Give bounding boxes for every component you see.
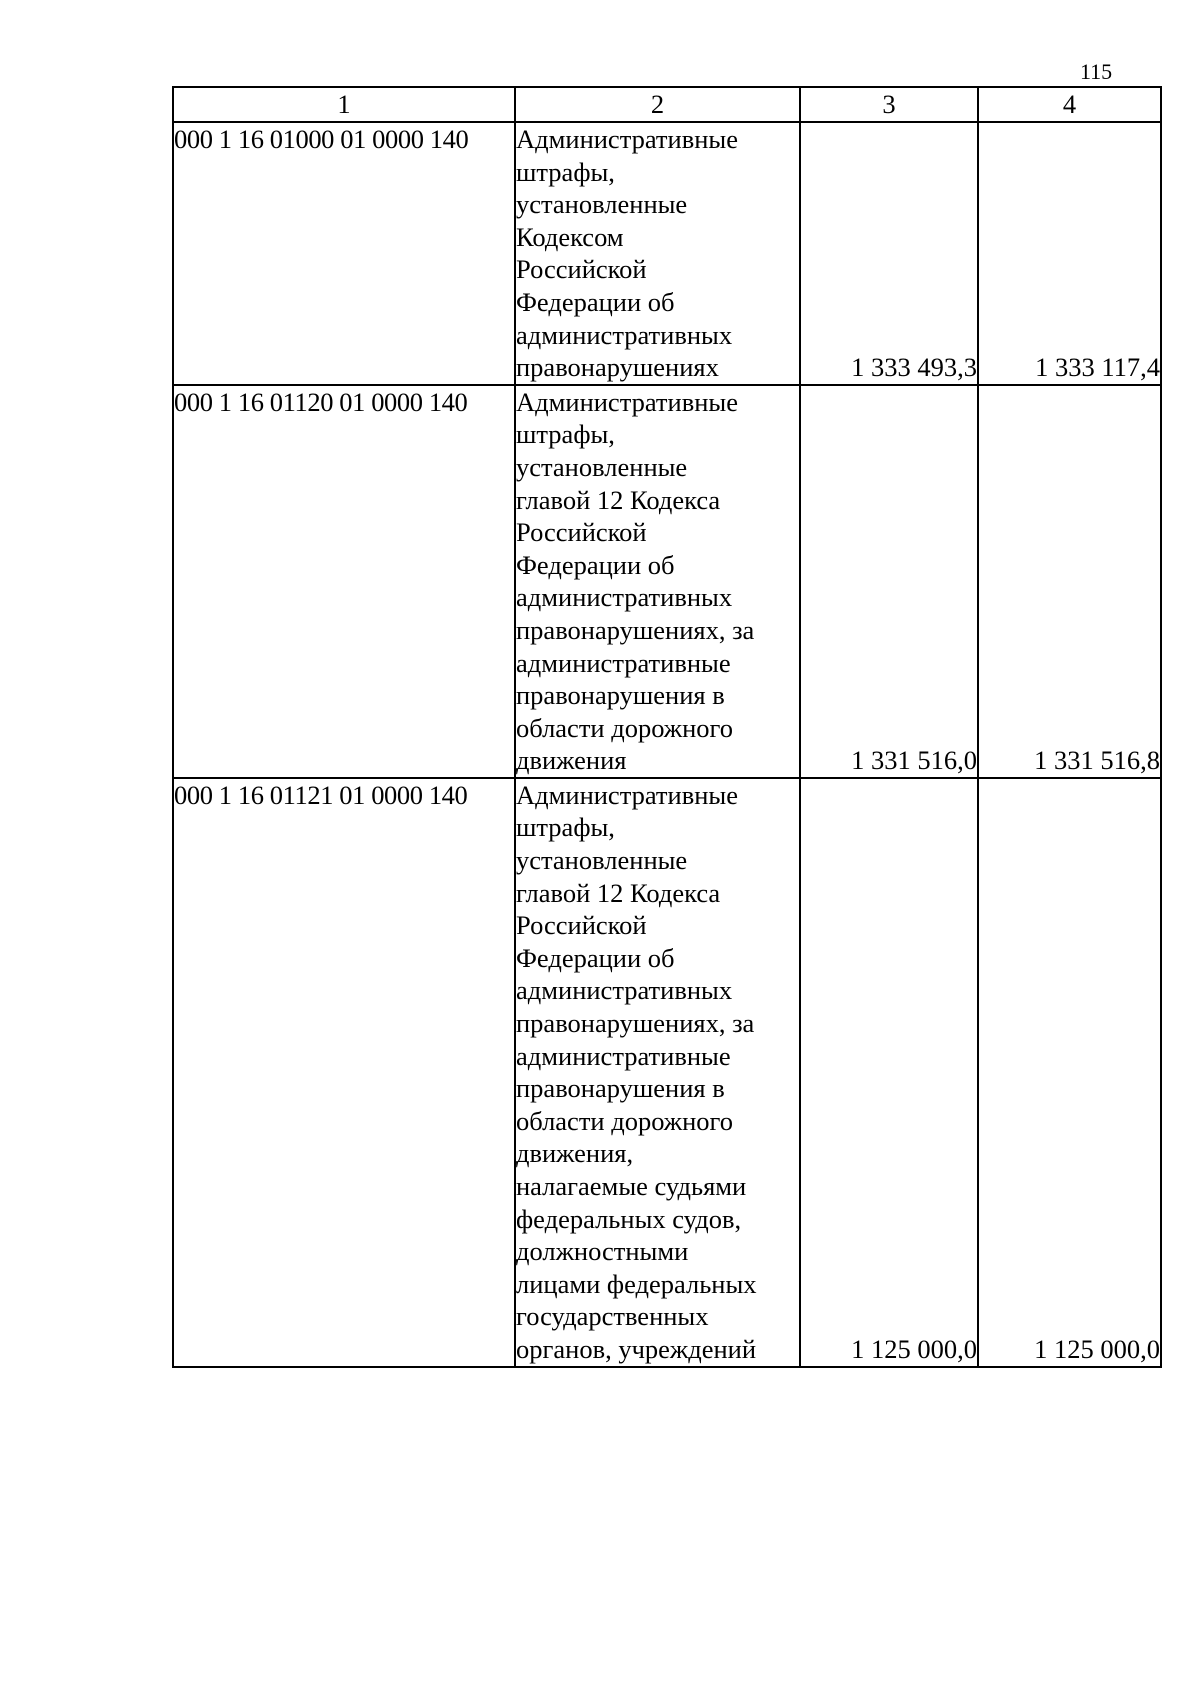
description-line: административные xyxy=(516,647,731,678)
value-col-4-cell: 1 331 516,8 xyxy=(978,385,1161,778)
budget-code-cell: 000 1 16 01000 01 0000 140 xyxy=(173,122,515,385)
description-line: административных xyxy=(516,319,733,350)
header-col-1: 1 xyxy=(173,87,515,122)
value-col-4-cell: 1 125 000,0 xyxy=(978,778,1161,1367)
value-col-3-cell: 1 331 516,0 xyxy=(800,385,978,778)
header-col-3: 3 xyxy=(800,87,978,122)
description-line: Федерации об xyxy=(516,286,675,317)
description-line: административных xyxy=(516,975,733,1006)
description-line: Российской xyxy=(516,254,647,285)
description-line: Российской xyxy=(516,517,647,548)
header-col-2: 2 xyxy=(515,87,800,122)
table-body xyxy=(173,122,1161,1367)
description-line: органов, учреждений xyxy=(516,1333,757,1364)
description-line: главой 12 Кодекса xyxy=(516,484,721,515)
description-line: главой 12 Кодекса xyxy=(516,877,721,908)
description-line: административные xyxy=(516,1040,731,1071)
description-line: Федерации об xyxy=(516,942,675,973)
description-line: области дорожного xyxy=(516,712,733,743)
header-row xyxy=(173,87,1161,122)
description-line: правонарушениях, за xyxy=(516,1008,755,1039)
description-line: движения xyxy=(516,745,627,776)
description-line: Российской xyxy=(516,910,647,941)
description-line: лицами федеральных xyxy=(516,1268,757,1299)
description-line: правонарушениях, за xyxy=(516,614,755,645)
description-line: установленные xyxy=(516,845,688,876)
description-line: государственных xyxy=(516,1301,709,1332)
description-line: федеральных судов, xyxy=(516,1203,742,1234)
table-row xyxy=(173,122,1161,385)
description-cell xyxy=(515,385,800,778)
description-line: правонарушения в xyxy=(516,680,725,711)
description-line: Административные xyxy=(516,124,738,154)
header-col-4: 4 xyxy=(978,87,1161,122)
description-line: административных xyxy=(516,582,733,613)
value-col-4-cell: 1 333 117,4 xyxy=(978,122,1161,385)
description-line: правонарушения в xyxy=(516,1073,725,1104)
description-line: Кодексом xyxy=(516,221,624,252)
description-line: Административные xyxy=(516,386,738,417)
description-line: Административные xyxy=(516,779,738,810)
page-number: 115 xyxy=(1080,59,1113,84)
description-line: установленные xyxy=(516,451,688,482)
description-line: налагаемые судьями xyxy=(516,1171,747,1201)
description-line: штрафы, xyxy=(516,812,615,843)
budget-code-cell: 000 1 16 01120 01 0000 140 xyxy=(173,385,515,778)
description-line: должностными xyxy=(516,1236,689,1267)
description-line: области дорожного xyxy=(516,1105,733,1136)
description-line: установленные xyxy=(516,189,688,220)
table-row xyxy=(173,385,1161,778)
description-cell xyxy=(515,778,800,1367)
table-row xyxy=(173,778,1161,1367)
description-line: штрафы, xyxy=(516,156,615,187)
description-cell xyxy=(515,122,800,385)
description-line: правонарушениях xyxy=(516,352,719,383)
budget-code-cell: 000 1 16 01121 01 0000 140 xyxy=(173,778,515,1367)
value-col-3-cell: 1 333 493,3 xyxy=(800,122,978,385)
value-col-3-cell: 1 125 000,0 xyxy=(800,778,978,1367)
description-line: Федерации об xyxy=(516,549,675,580)
description-line: штрафы, xyxy=(516,419,615,450)
budget-table xyxy=(172,86,1162,1368)
table-header xyxy=(173,87,1161,122)
description-line: движения, xyxy=(516,1138,634,1169)
